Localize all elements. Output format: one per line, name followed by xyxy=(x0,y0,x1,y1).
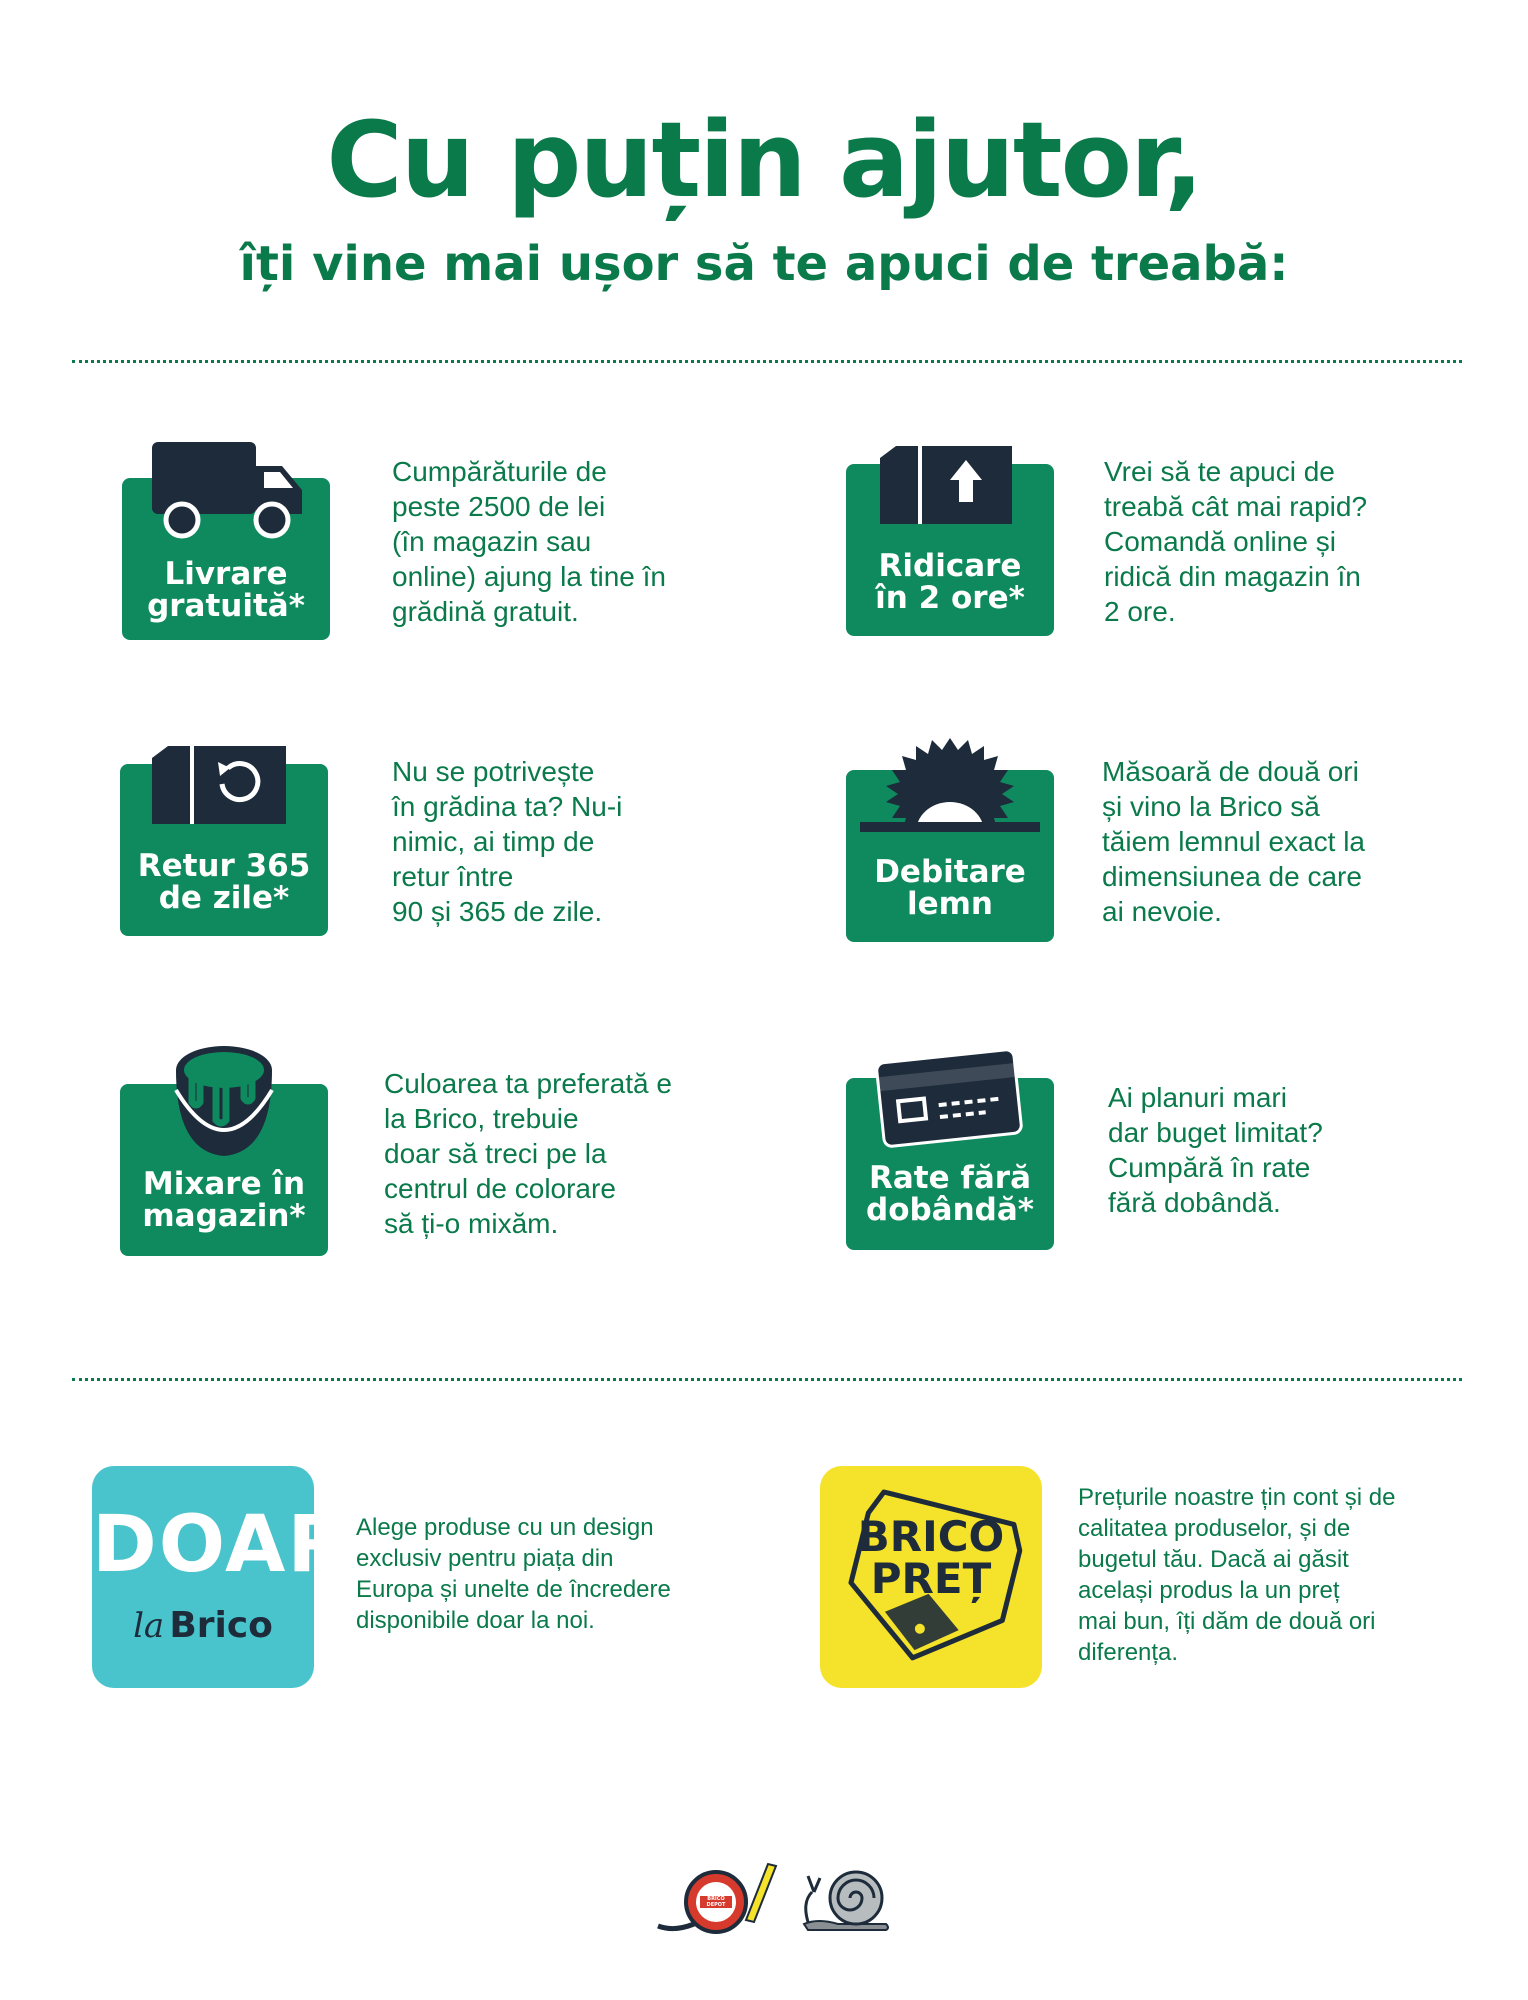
service-description: Culoarea ta preferată e la Brico, trebuie doar să treci pe la centrul de colorare să ți-o mixăm. xyxy=(384,1068,672,1239)
service-description: Cumpărăturile de peste 2500 de lei (în magazin sau online) ajung la tine în grădină gratuit. xyxy=(392,456,666,627)
credit-card-icon xyxy=(874,1046,1024,1150)
divider-bottom xyxy=(72,1378,1462,1381)
service-description: Ai planuri mari dar buget limitat? Cumpără în rate fără dobândă. xyxy=(1108,1082,1323,1218)
logo-line2 xyxy=(92,1605,314,1646)
doar-la-brico-logo xyxy=(92,1466,350,1688)
logo-line1: BRICO xyxy=(857,1512,1005,1561)
logo-line1: DOAR xyxy=(92,1500,350,1590)
service-label: Mixare în magazin* xyxy=(142,1166,306,1234)
logo-brico: Brico xyxy=(169,1605,273,1646)
truck-icon xyxy=(150,440,306,540)
snail-icon xyxy=(798,1862,894,1934)
service-description: Nu se potrivește în grădina ta? Nu-i nimic, ai timp de retur între 90 și 365 de zile. xyxy=(392,756,623,927)
logo-line2: PREȚ xyxy=(870,1554,992,1603)
saw-blade-icon xyxy=(858,736,1042,836)
footer-mascots xyxy=(654,1856,894,1940)
service-label: Livrare gratuită* xyxy=(147,556,305,624)
brico-pret-logo xyxy=(820,1466,1042,1688)
service-label: Debitare lemn xyxy=(874,854,1026,922)
divider-top xyxy=(72,360,1462,363)
page-title: Cu puțin ajutor, xyxy=(326,99,1202,221)
service-label: Retur 365 de zile* xyxy=(137,848,311,916)
brand-description: Alege produse cu un design exclusiv pentru piața din Europa și unelte de încredere disponibile doar la noi. xyxy=(356,1514,671,1634)
page-subtitle: îți vine mai ușor să te apuci de treabă: xyxy=(239,236,1289,292)
service-description: Vrei să te apuci de treabă cât mai rapid? Comandă online și ridică din magazin în 2 ore. xyxy=(1104,456,1368,627)
service-label: Ridicare în 2 ore* xyxy=(875,548,1025,616)
service-description: Măsoară de două ori și vino la Brico să tăiem lemnul exact la dimensiunea de care ai nevoie. xyxy=(1102,756,1366,927)
logo-la: la xyxy=(133,1606,165,1646)
paint-can-icon xyxy=(168,1040,280,1160)
service-label: Rate fără dobândă* xyxy=(866,1160,1034,1228)
mascot-badge: BRICO DEPOT xyxy=(706,1896,726,1908)
box-arrow-up-icon xyxy=(876,444,1016,526)
brand-description: Prețurile noastre țin cont și de calitatea produselor, și de bugetul tău. Dacă ai găsit același produs la un preț mai bun, îți dăm de două ori diferența. xyxy=(1078,1484,1396,1666)
box-return-icon xyxy=(148,744,290,826)
